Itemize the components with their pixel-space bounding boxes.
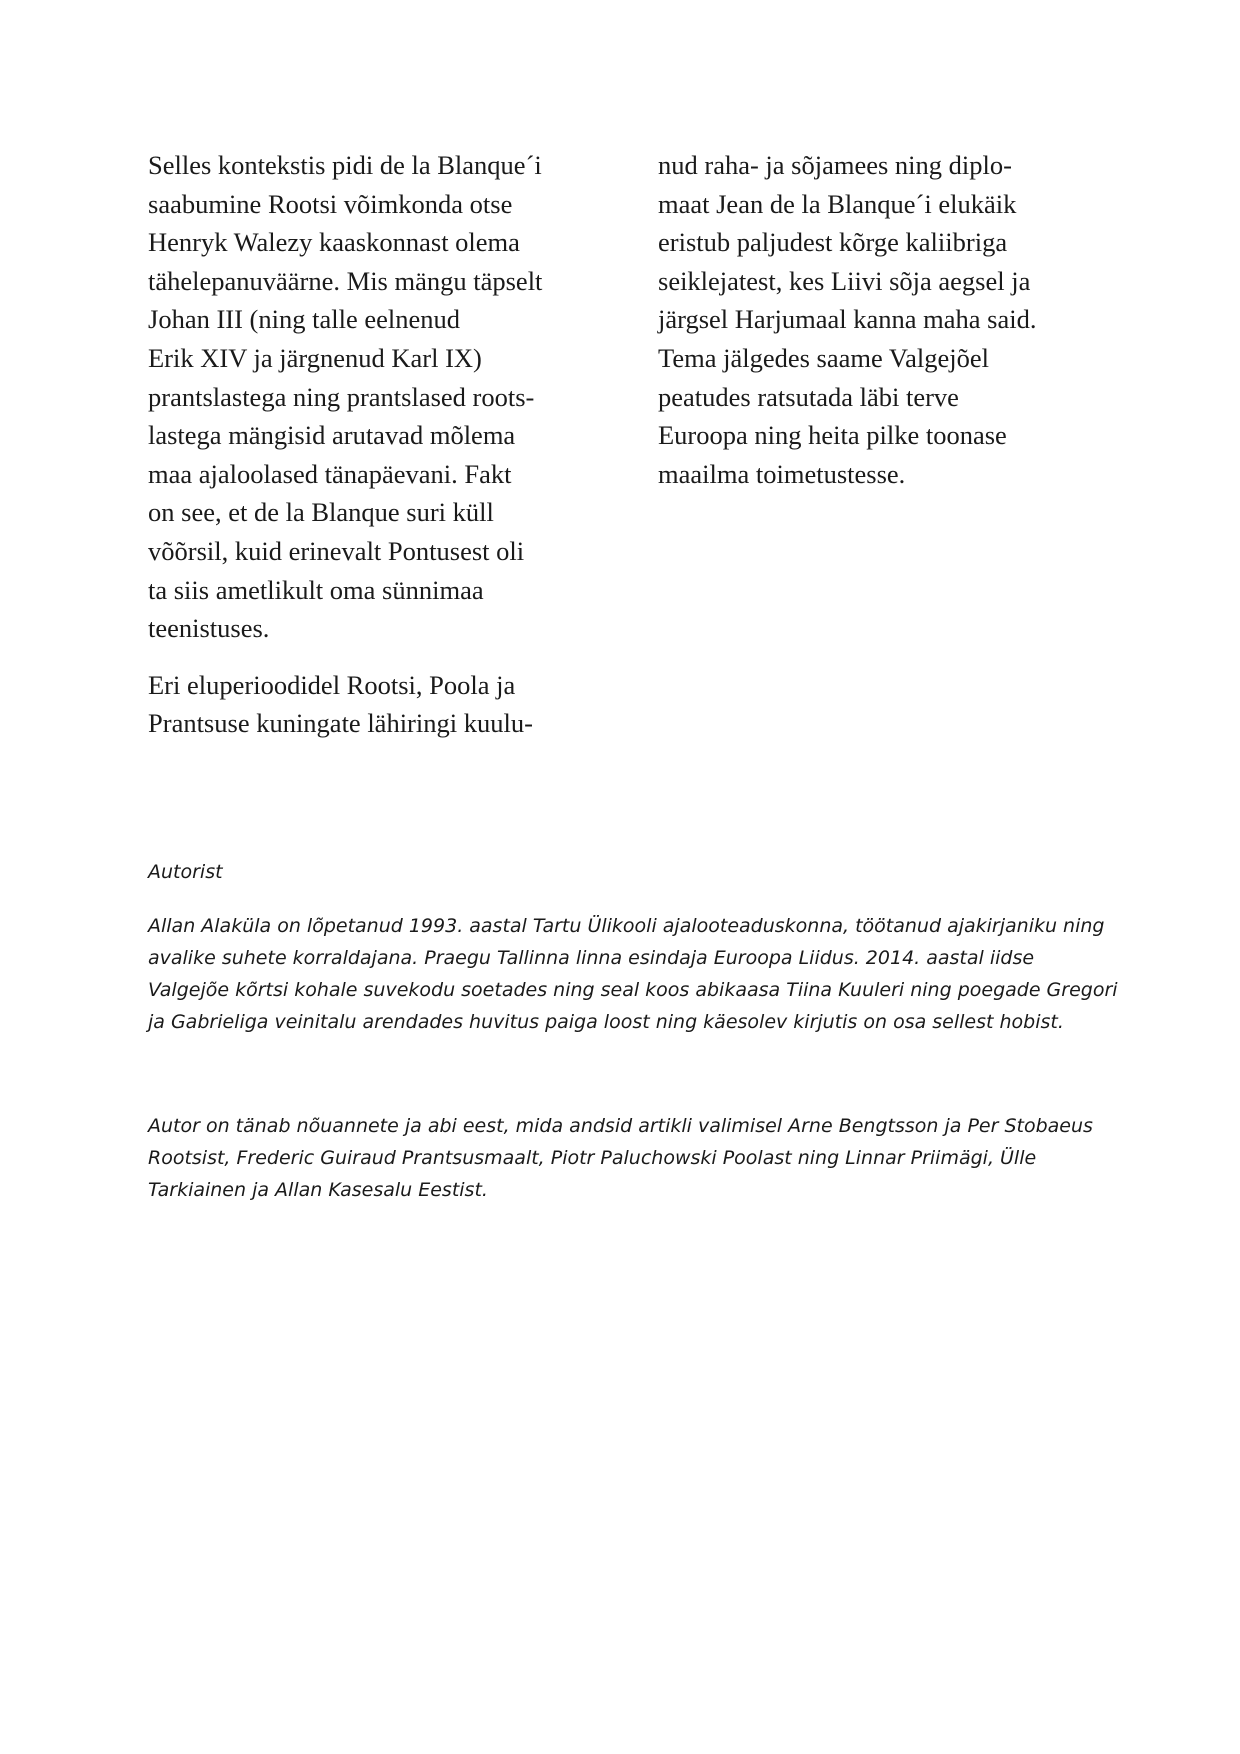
about-author-heading	[148, 856, 1108, 888]
text-line: Euroopa ning heita pilke toonase	[658, 420, 1007, 451]
text-line: avalike suhete korraldajana. Praegu Tallinna linna esindaja Euroopa Liidus. 2014. aastal iidse	[148, 947, 1035, 969]
text-line: nud raha- ja sõjamees ning diplo-	[658, 150, 1012, 180]
text-line: Rootsist, Frederic Guiraud Prantsusmaalt, Piotr Paluchowski Poolast ning Linnar Priimägi, Ülle	[148, 1147, 1037, 1169]
text-line: Henryk Walezy kaaskonnast olema	[148, 227, 520, 258]
paragraph	[148, 666, 598, 743]
text-line: Selles kontekstis pidi de la Blanque´i	[148, 150, 542, 180]
heading-text: Autorist	[148, 861, 223, 883]
text-line: on see, et de la Blanque suri küll	[148, 497, 494, 528]
text-line: järgsel Harjumaal kanna maha said.	[658, 304, 1037, 335]
text-line: Johan III (ning talle eelnenud	[148, 304, 460, 335]
text-line: seiklejatest, kes Liivi sõja aegsel ja	[658, 265, 1031, 296]
text-line: maa ajaloolased tänapäevani. Fakt	[148, 458, 512, 489]
text-line: võõrsil, kuid erinevalt Pontusest oli	[148, 535, 525, 566]
acknowledgements-text	[148, 1110, 1108, 1206]
text-line: Allan Alaküla on lõpetanud 1993. aastal Tartu Ülikooli ajalooteaduskonna, töötanud ajakirjaniku ning	[148, 915, 1105, 937]
text-line: Autor on tänab nõuannete ja abi eest, mida andsid artikli valimisel Arne Bengtsson ja Per Stobaeus	[148, 1115, 1093, 1137]
text-line: ja Gabrieliga veinitalu arendades huvitus paiga loost ning käesolev kirjutis on osa sellest hobist.	[148, 1011, 1064, 1033]
about-author-text	[148, 910, 1118, 1038]
text-line: peatudes ratsutada läbi terve	[658, 381, 959, 412]
text-line: Erik XIV ja järgnenud Karl IX)	[148, 342, 482, 373]
text-line: eristub paljudest kõrge kaliibriga	[658, 227, 1008, 258]
text-line: Valgejõe kõrtsi kohale suvekodu soetades ning seal koos abikaasa Tiina Kuuleri ning poegade Gregori	[148, 979, 1118, 1001]
article-left-column	[148, 146, 598, 743]
text-line: saabumine Rootsi võimkonda otse	[148, 188, 513, 219]
text-line: Prantsuse kuningate lähiringi kuulu-	[148, 708, 533, 739]
text-line: maailma toimetustesse.	[658, 458, 906, 489]
paragraph	[658, 146, 1108, 493]
text-line: Tema jälgedes saame Valgejõel	[658, 342, 989, 373]
text-line: prantslastega ning prantslased roots-	[148, 381, 535, 412]
text-line: Eri eluperioodidel Rootsi, Poola ja	[148, 669, 516, 700]
text-line: maat Jean de la Blanque´i elukäik	[658, 188, 1017, 219]
text-line: teenistuses.	[148, 613, 270, 644]
text-line: lastega mängisid arutavad mõlema	[148, 420, 516, 451]
text-line: Tarkiainen ja Allan Kasesalu Eestist.	[148, 1179, 488, 1201]
article-right-column	[658, 146, 1108, 493]
text-line: ta siis ametlikult oma sünnimaa	[148, 574, 484, 605]
text-line: tähelepanuväärne. Mis mängu täpselt	[148, 265, 543, 296]
paragraph	[148, 146, 598, 648]
